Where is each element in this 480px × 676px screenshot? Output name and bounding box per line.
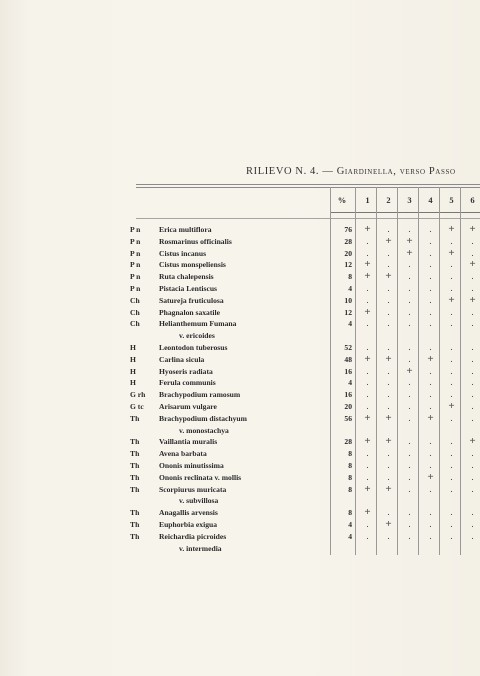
quadrat-cell-4: . (429, 530, 432, 541)
quadrat-cell-1: . (366, 247, 369, 258)
quadrat-cell-5: . (450, 436, 453, 447)
quadrat-cell-5: . (450, 530, 453, 541)
life-form-label: P n (130, 236, 141, 246)
quadrat-cell-3: . (408, 259, 411, 270)
quadrat-cell-6: . (471, 283, 474, 293)
quadrat-cell-5: . (450, 471, 453, 482)
quadrat-cell-5: . (450, 412, 453, 423)
quadrat-cell-4: . (429, 342, 432, 352)
species-name: Rosmarinus officinalis (159, 236, 232, 246)
table-row (0, 436, 480, 447)
cover-percent: 8 (348, 449, 352, 459)
cover-percent: 20 (344, 402, 352, 411)
species-name: Euphorbia exigua (159, 520, 218, 529)
quadrat-cell-4: + (427, 470, 434, 483)
quadrat-cell-4: . (429, 448, 432, 459)
quadrat-cell-2: . (387, 389, 390, 400)
life-form-label: Th (130, 531, 140, 541)
cover-percent: 4 (348, 378, 352, 388)
life-form-label: Th (130, 461, 140, 470)
quadrat-cell-4: . (429, 224, 432, 234)
species-name: v. subvillosa (179, 496, 219, 506)
quadrat-cell-4: . (429, 377, 432, 388)
cover-percent: 4 (348, 520, 352, 529)
life-form-label: P n (130, 248, 141, 258)
table-row-variety (0, 543, 480, 554)
cover-percent: 12 (344, 307, 352, 317)
table-row (0, 366, 480, 377)
quadrat-cell-5: . (450, 259, 453, 270)
quadrat-cell-2: . (387, 530, 390, 541)
quadrat-cell-5: . (450, 306, 453, 317)
table-row (0, 531, 480, 542)
quadrat-cell-5: . (450, 377, 453, 388)
species-name: v. monostachya (179, 425, 229, 435)
quadrat-cell-6: . (471, 318, 474, 329)
quadrat-cell-1: . (366, 519, 369, 529)
column-header-1: 1 (365, 195, 370, 205)
quadrat-cell-2: . (387, 365, 390, 376)
quadrat-cell-4: . (429, 306, 432, 317)
column-header-5: 5 (449, 195, 454, 205)
species-name: Phagnalon saxatile (159, 307, 220, 317)
quadrat-cell-5: . (450, 235, 453, 246)
quadrat-cell-6: + (469, 223, 476, 235)
column-header-6: 6 (470, 195, 475, 205)
quadrat-cell-5: . (450, 271, 453, 282)
quadrat-cell-4: . (429, 247, 432, 258)
quadrat-cell-6: . (471, 235, 474, 246)
quadrat-cell-1: + (364, 482, 371, 495)
quadrat-cell-3: . (408, 342, 411, 352)
quadrat-cell-6: . (471, 401, 474, 411)
table-row (0, 259, 480, 270)
quadrat-cell-6: . (471, 471, 474, 482)
quadrat-cell-6: . (471, 389, 474, 400)
quadrat-cell-4: . (429, 460, 432, 470)
life-form-label: P n (130, 284, 141, 293)
quadrat-cell-2: + (385, 270, 392, 283)
table-row (0, 389, 480, 400)
table-row (0, 401, 480, 412)
quadrat-cell-1: + (364, 506, 371, 519)
quadrat-cell-1: + (364, 305, 371, 318)
species-name: Ruta chalepensis (159, 272, 214, 282)
species-name: Cistus incanus (159, 248, 207, 258)
quadrat-cell-5: + (448, 223, 455, 235)
species-name: Ononis minutissima (159, 461, 224, 470)
quadrat-cell-3: . (408, 483, 411, 494)
life-form-label: H (130, 378, 136, 388)
cover-percent: 8 (348, 272, 352, 282)
species-name: Helianthemum Fumana (159, 319, 237, 329)
quadrat-cell-6: . (471, 460, 474, 470)
quadrat-cell-2: . (387, 294, 390, 305)
life-form-label: H (130, 343, 136, 352)
life-form-label: H (130, 366, 136, 376)
quadrat-cell-1: + (364, 435, 371, 448)
species-name: Cistus monspeliensis (159, 260, 226, 270)
quadrat-cell-1: . (366, 342, 369, 352)
cover-percent: 20 (344, 248, 352, 258)
quadrat-cell-4: . (429, 235, 432, 246)
quadrat-cell-3: . (408, 460, 411, 470)
cover-percent: 4 (348, 284, 352, 293)
column-header-0: % (337, 195, 347, 205)
life-form-label: Th (130, 413, 140, 423)
quadrat-cell-6: . (471, 507, 474, 518)
quadrat-cell-1: + (364, 223, 371, 235)
species-name: Arisarum vulgare (159, 402, 217, 411)
quadrat-cell-3: . (408, 318, 411, 329)
title-location: Giardinella, verso Passo (336, 166, 456, 177)
quadrat-cell-1: + (364, 258, 371, 271)
quadrat-cell-3: . (408, 271, 411, 282)
table-row (0, 295, 480, 306)
table-row-variety (0, 495, 480, 506)
table-row (0, 460, 480, 471)
quadrat-cell-6: + (469, 258, 476, 271)
table-row-variety (0, 330, 480, 341)
life-form-label: Ch (130, 295, 140, 305)
quadrat-cell-5: . (450, 318, 453, 329)
quadrat-cell-6: . (471, 377, 474, 388)
species-name: Pistacia Lentiscus (159, 284, 218, 293)
cover-percent: 8 (348, 472, 352, 482)
quadrat-cell-6: . (471, 342, 474, 352)
page-title (246, 166, 456, 177)
quadrat-cell-6: + (469, 435, 476, 448)
quadrat-cell-4: . (429, 436, 432, 447)
quadrat-cell-4: + (427, 352, 434, 365)
quadrat-cell-4: . (429, 271, 432, 282)
quadrat-cell-3: . (408, 519, 411, 529)
cover-percent: 28 (344, 437, 352, 447)
life-form-label: Ch (130, 319, 140, 329)
quadrat-cell-4: + (427, 411, 434, 424)
quadrat-cell-5: . (450, 507, 453, 518)
quadrat-cell-2: . (387, 448, 390, 459)
quadrat-cell-1: + (364, 352, 371, 365)
quadrat-cell-6: . (471, 365, 474, 376)
quadrat-cell-2: . (387, 306, 390, 317)
species-name: Brachypodium ramosum (159, 390, 241, 400)
quadrat-cell-3: . (408, 507, 411, 518)
quadrat-cell-6: . (471, 306, 474, 317)
quadrat-cell-1: . (366, 460, 369, 470)
quadrat-cell-2: . (387, 507, 390, 518)
quadrat-cell-2: . (387, 377, 390, 388)
species-name: Satureja fruticulosa (159, 295, 224, 305)
life-form-label: H (130, 354, 136, 364)
title-prefix: RILIEVO N. 4. — (246, 166, 334, 177)
column-header-2: 2 (386, 195, 391, 205)
quadrat-cell-5: . (450, 389, 453, 400)
quadrat-cell-2: + (385, 435, 392, 448)
table-body-top-rule (136, 218, 480, 219)
table-top-rule-double (136, 187, 480, 188)
life-form-label: Ch (130, 307, 140, 317)
quadrat-cell-2: . (387, 247, 390, 258)
table-row (0, 484, 480, 495)
quadrat-cell-6: . (471, 247, 474, 258)
species-name: v. intermedia (179, 543, 222, 553)
table-row (0, 413, 480, 424)
cover-percent: 16 (344, 390, 352, 400)
life-form-label: Th (130, 449, 140, 459)
cover-percent: 76 (344, 225, 352, 234)
quadrat-cell-2: + (385, 482, 392, 495)
quadrat-cell-4: . (429, 519, 432, 529)
quadrat-cell-5: + (448, 400, 455, 412)
quadrat-cell-2: . (387, 471, 390, 482)
quadrat-cell-5: . (450, 448, 453, 459)
cover-percent: 16 (344, 366, 352, 376)
quadrat-cell-4: . (429, 294, 432, 305)
species-name: Ferula communis (159, 378, 216, 388)
quadrat-cell-2: . (387, 283, 390, 293)
quadrat-cell-6: . (471, 353, 474, 364)
quadrat-cell-5: . (450, 483, 453, 494)
quadrat-cell-4: . (429, 401, 432, 411)
cover-percent: 56 (344, 413, 352, 423)
table-row (0, 236, 480, 247)
quadrat-cell-3: . (408, 389, 411, 400)
table-row-variety (0, 425, 480, 436)
quadrat-cell-4: . (429, 389, 432, 400)
species-name: Reichardia picroides (159, 531, 227, 541)
cover-percent: 4 (348, 531, 352, 541)
life-form-label: Th (130, 437, 140, 447)
quadrat-cell-3: . (408, 412, 411, 423)
quadrat-cell-6: . (471, 519, 474, 529)
cover-percent: 8 (348, 461, 352, 470)
quadrat-cell-5: . (450, 342, 453, 352)
life-form-label: Th (130, 508, 140, 518)
quadrat-cell-3: . (408, 530, 411, 541)
quadrat-cell-1: . (366, 365, 369, 376)
quadrat-cell-5: + (448, 293, 455, 306)
table-row (0, 507, 480, 518)
quadrat-cell-5: . (450, 283, 453, 293)
cover-percent: 8 (348, 508, 352, 518)
quadrat-cell-3: . (408, 294, 411, 305)
quadrat-cell-2: . (387, 318, 390, 329)
quadrat-cell-3: . (408, 448, 411, 459)
quadrat-cell-6: . (471, 530, 474, 541)
table-row (0, 354, 480, 365)
quadrat-cell-1: + (364, 411, 371, 424)
cover-percent: 4 (348, 319, 352, 329)
quadrat-cell-1: . (366, 235, 369, 246)
life-form-label: G rh (130, 390, 146, 400)
life-form-label: Th (130, 484, 140, 494)
species-name: Carlina sicula (159, 354, 205, 364)
quadrat-cell-3: . (408, 224, 411, 234)
species-name: Erica multiflora (159, 225, 212, 234)
quadrat-cell-1: . (366, 530, 369, 541)
life-form-label: G tc (130, 402, 144, 411)
species-name: Anagallis arvensis (159, 508, 218, 518)
life-form-label: P n (130, 260, 141, 270)
species-name: Leontodon tuberosus (159, 343, 228, 352)
quadrat-cell-3: + (406, 234, 413, 247)
quadrat-cell-6: + (469, 293, 476, 306)
quadrat-cell-4: . (429, 507, 432, 518)
quadrat-cell-5: . (450, 353, 453, 364)
quadrat-cell-2: . (387, 224, 390, 234)
species-name: Scorpiurus muricata (159, 484, 227, 494)
quadrat-cell-6: . (471, 271, 474, 282)
quadrat-cell-4: . (429, 483, 432, 494)
quadrat-cell-2: + (385, 518, 392, 530)
cover-percent: 48 (344, 354, 352, 364)
quadrat-cell-2: + (385, 234, 392, 247)
species-name: Vaillantia muralis (159, 437, 218, 447)
table-row (0, 248, 480, 259)
column-header-4: 4 (428, 195, 433, 205)
quadrat-cell-4: . (429, 365, 432, 376)
quadrat-cell-2: . (387, 342, 390, 352)
table-row (0, 377, 480, 388)
cover-percent: 28 (344, 236, 352, 246)
quadrat-cell-3: . (408, 353, 411, 364)
table-top-rule (136, 184, 480, 185)
quadrat-cell-1: + (364, 270, 371, 283)
quadrat-cell-2: + (385, 411, 392, 424)
quadrat-cell-2: . (387, 460, 390, 470)
quadrat-cell-3: . (408, 436, 411, 447)
life-form-label: P n (130, 225, 141, 234)
table-row (0, 283, 480, 294)
table-row (0, 519, 480, 530)
table-row (0, 307, 480, 318)
cover-percent: 8 (348, 484, 352, 494)
quadrat-cell-6: . (471, 483, 474, 494)
table-row (0, 318, 480, 329)
quadrat-cell-6: . (471, 448, 474, 459)
table-row (0, 271, 480, 282)
quadrat-cell-6: . (471, 412, 474, 423)
table-row (0, 448, 480, 459)
life-form-label: P n (130, 272, 141, 282)
species-name: Ononis reclinata v. mollis (159, 472, 242, 482)
quadrat-cell-3: . (408, 471, 411, 482)
quadrat-cell-1: . (366, 318, 369, 329)
quadrat-cell-5: . (450, 460, 453, 470)
life-form-label: Th (130, 520, 140, 529)
quadrat-cell-1: . (366, 401, 369, 411)
quadrat-cell-5: + (448, 246, 455, 259)
quadrat-cell-1: . (366, 294, 369, 305)
species-name: Brachypodium distachyum (159, 413, 247, 423)
quadrat-cell-3: . (408, 306, 411, 317)
quadrat-cell-2: . (387, 401, 390, 411)
quadrat-cell-2: + (385, 352, 392, 365)
quadrat-cell-1: . (366, 471, 369, 482)
quadrat-cell-5: . (450, 365, 453, 376)
table-row (0, 472, 480, 483)
quadrat-cell-1: . (366, 448, 369, 459)
species-name: Avena barbata (159, 449, 207, 459)
quadrat-cell-3: . (408, 283, 411, 293)
species-name: Hyoseris radiata (159, 366, 213, 376)
quadrat-cell-1: . (366, 377, 369, 388)
table-row (0, 224, 480, 235)
quadrat-cell-4: . (429, 283, 432, 293)
cover-percent: 10 (344, 295, 352, 305)
quadrat-cell-2: . (387, 259, 390, 270)
quadrat-cell-5: . (450, 519, 453, 529)
life-form-label: Th (130, 472, 140, 482)
quadrat-cell-1: . (366, 283, 369, 293)
column-header-3: 3 (407, 195, 412, 205)
quadrat-cell-4: . (429, 259, 432, 270)
header-bottom-rule (330, 212, 480, 213)
quadrat-cell-1: . (366, 389, 369, 400)
species-name: v. ericoides (179, 331, 215, 341)
table-row (0, 342, 480, 353)
cover-percent: 12 (344, 260, 352, 270)
quadrat-cell-3: + (406, 364, 413, 377)
quadrat-cell-4: . (429, 318, 432, 329)
quadrat-cell-3: + (406, 246, 413, 259)
quadrat-cell-3: . (408, 401, 411, 411)
cover-percent: 52 (344, 343, 352, 352)
quadrat-cell-3: . (408, 377, 411, 388)
